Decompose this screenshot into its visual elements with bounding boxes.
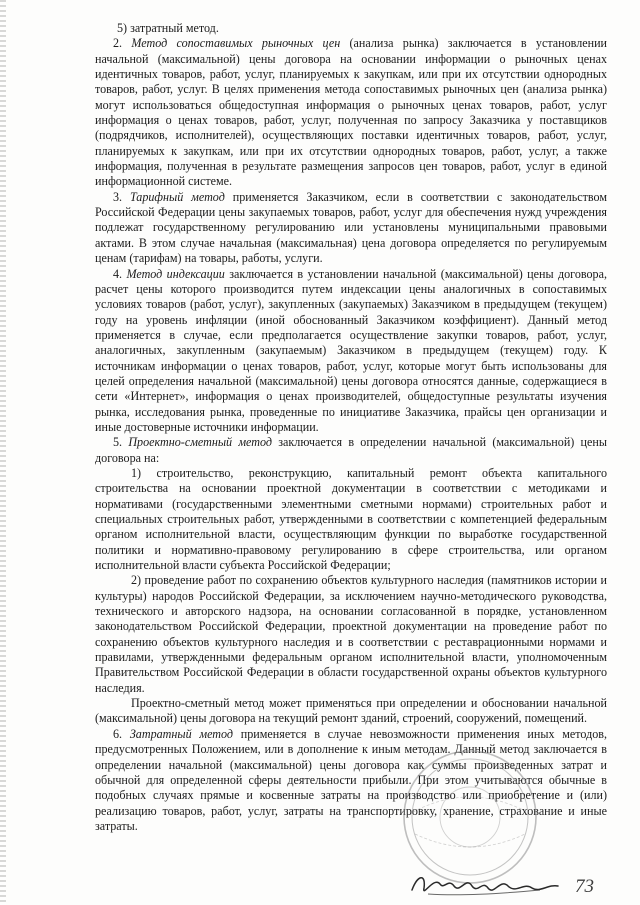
paragraph-text: применяется Заказчиком, если в соответствии с законодательством Российской Федерации цены закупаемых товаров, работ, услуг для обеспечения нужд учреждения подлежат государственному регулированию или установлены муниципальными правовыми актами. В этом случае начальная (максимальная) цена договора определяется по регулируемым ценам (тарифам) на товары, работы, услуги. — [95, 189, 607, 266]
paragraph-number: 2. — [113, 36, 132, 51]
paragraph-text: заключается в установлении начальной (максимальной) цены договора, расчет цены которого производится путем индексации цены аналогичных в сопоставимых условиях товаров (работ, услуг), закупленных (закупаемых) Заказчиком в предыдущем (текущем) году на уровень инфляции (иной обоснованный Заказчиком коэффициент). Данный метод применяется в случае, если предполагается осуществление закупки товаров, работ, услуг, аналогичных, закупленным (закупаемым) Заказчиком в предыдущем (текущем) году. К источникам информации о ценах товаров, работ, услуг, которые могут быть использованы для целей определения начальной (максимальной) цены договора относятся данные, содержащиеся в сети «Интернет», информация о ценах производителей, общедоступные результаты изучения рынка, исследования рынка, проведенные по инициативе Заказчика, прайсы цен организации и иные достоверные источники информации. — [95, 266, 607, 434]
paragraph-text: (анализа рынка) заключается в установлении начальной (максимальной) цены договора на основании информации о рыночных ценах идентичных товаров, работ, услуг, планируемых к закупкам, или при их отсутствии однородных товаров, работ, услуг. В целях применения метода сопоставимых рыночных цен (анализа рынка) могут использоваться общедоступная информация о рыночных ценах товаров, работ, услуг информация о ценах товаров, работ, услуг, полученная по запросу Заказчика у поставщиков (подрядчиков, исполнителей), осуществляющих поставки идентичных товаров, работ, услуг, планируемых к закупкам, или при их отсутствии однородных товаров, работ, услуг, а также информация, полученная в результате размещения запросов цен товаров, работ, услуг в единой информационной системе. — [95, 36, 608, 189]
method-term: Метод индексации — [126, 266, 225, 281]
paragraph-text: 1) строительство, реконструкцию, капитальный ремонт объекта капитального строительства на основании проектной документации в соответствии с методиками и нормативами (государственными элементными сметными нормами) строительных работ и специальных строительных работ, утвержденными в соответствии с компетенцией федеральным органом исполнительной власти, осуществляющим функции по выработке государственной политики и нормативно-правовому регулированию в сфере строительства, или органом исполнительной власти субъекта Российской Федерации; — [95, 465, 607, 573]
paragraph-number: 6. — [113, 726, 130, 741]
handwritten-signature — [408, 866, 568, 900]
paragraph-method-3 — [95, 190, 607, 267]
paragraph-method-5-item-2 — [95, 573, 607, 696]
method-term: Тарифный метод — [129, 189, 225, 204]
paragraph-number: 5. — [113, 435, 129, 450]
method-term: Затратный метод — [129, 726, 234, 741]
document-body — [95, 21, 607, 834]
paragraph-text: 5) затратный метод. — [117, 21, 219, 35]
method-term: Метод сопоставимых рыночных цен — [131, 36, 341, 51]
paragraph-method-5 — [95, 435, 607, 466]
paragraph-text: Проектно-сметный метод может применяться при определении и обосновании начальной (максимальной) цены договора на текущий ремонт зданий, строений, сооружений, помещений. — [95, 696, 607, 726]
paragraph-number: 3. — [113, 189, 130, 204]
paragraph-text: применяется в случае невозможности применения иных методов, предусмотренных Положением, или в дополнение к иным методам. Данный метод заключается в определении начальной (максимальной) цены договора как суммы произведенных затрат и обычной для определенной сферы деятельности прибыли. При этом учитываются обычные в подобных случаях прямые и косвенные затраты на производство или приобретение и (или) реализацию товаров, работ, услуг, затраты на транспортировку, хранение, страхование и иные затраты. — [95, 726, 607, 833]
paragraph-method-2 — [95, 36, 607, 189]
paragraph-number: 4. — [113, 266, 127, 281]
paragraph-method-5-item-1 — [95, 466, 607, 573]
page-number: 73 — [575, 876, 594, 897]
paragraph-5-cost-method-item — [95, 21, 607, 36]
paragraph-method-4 — [95, 267, 607, 436]
method-term: Проектно-сметный метод — [128, 435, 273, 450]
scan-edge — [0, 0, 6, 905]
paragraph-text: 2) проведение работ по сохранению объектов культурного наследия (памятников истории и культуры) народов Российской Федерации, за исключением научно-методического руководства, технического и авторского надзора, на основании согласованной в порядке, установленном законодательством Российской Федерации, проектной документации на проведение работ по сохранению объектов культурного наследия и в соответствии с реставрационными нормами и правилами, утвержденными федеральным органом исполнительной власти, уполномоченным Правительством Российской Федерации в области государственной охраны объектов культурного наследия. — [95, 573, 607, 695]
paragraph-text: заключается в определении начальной (максимальной) цены договора на: — [95, 435, 607, 465]
paragraph-method-5-note — [95, 696, 607, 727]
